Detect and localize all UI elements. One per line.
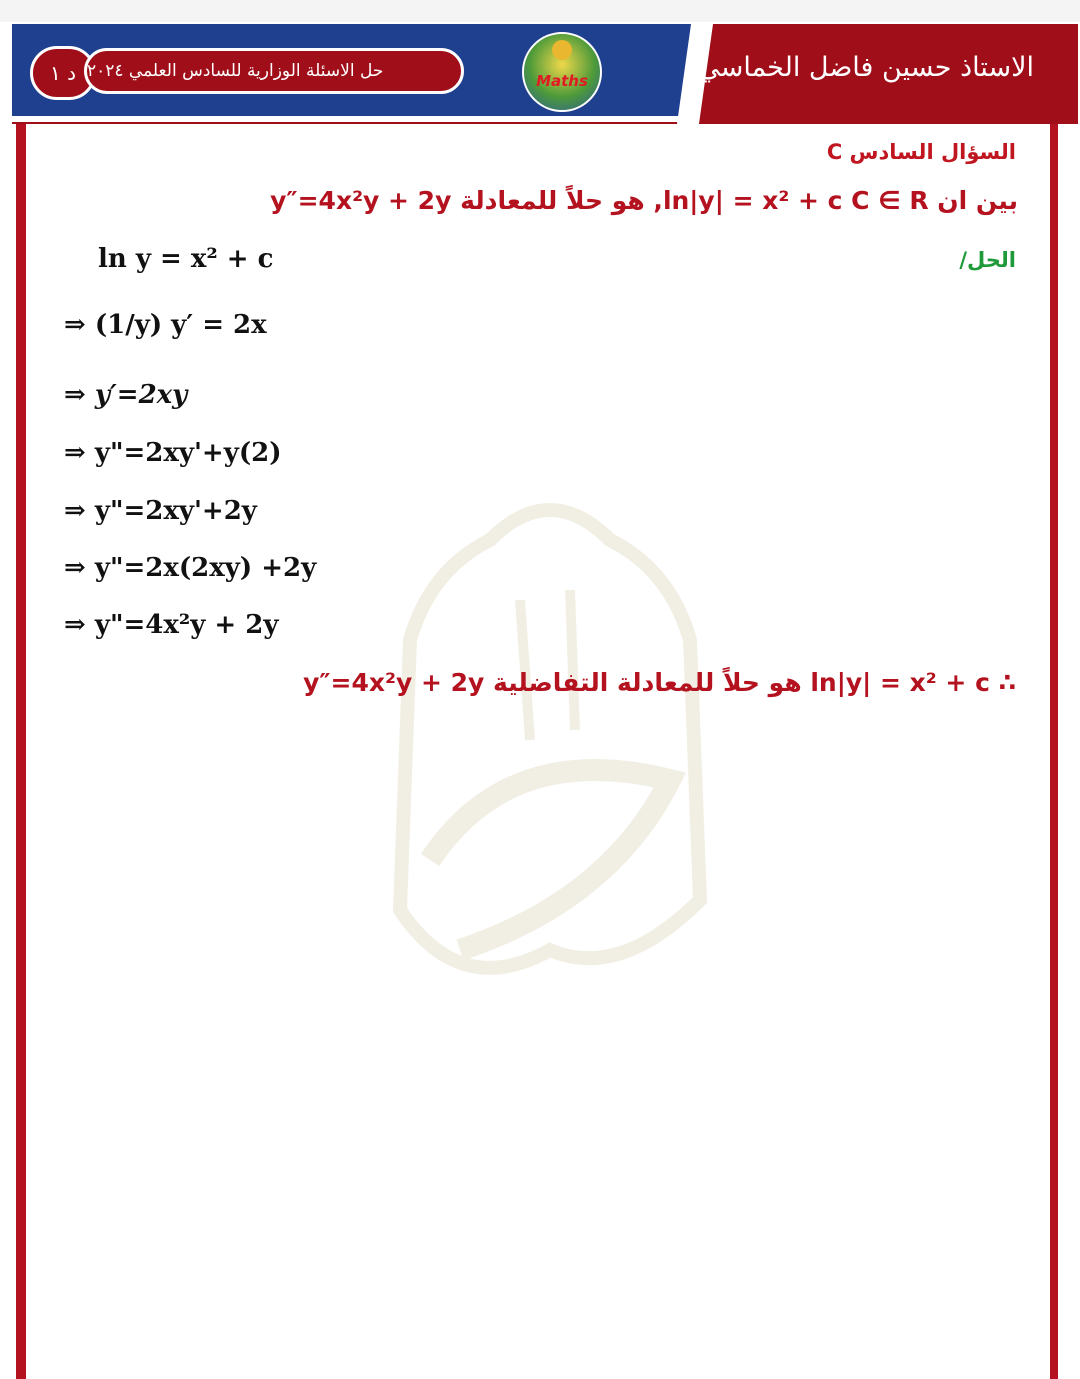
solution-step-3: ⇒ y′=2xy: [64, 380, 188, 410]
page-header: [12, 24, 1078, 124]
page-number-badge: د ١: [30, 46, 96, 100]
owl-icon: [552, 40, 572, 60]
solution-step-1: ln y = x² + c: [98, 244, 274, 274]
question-title: السؤال السادس C: [826, 140, 1016, 164]
frame-right-border: [1050, 124, 1058, 1379]
solution-label: الحل/: [959, 248, 1016, 272]
calligraphy-watermark: [370, 480, 730, 1040]
conclusion: ∴ ln|y| = x² + c هو حلاً للمعادلة التفاضلية y″=4x²y + 2y: [303, 668, 1016, 697]
frame-left-border: [16, 124, 26, 1379]
teacher-name: الاستاذ حسين فاضل الخماسي: [698, 52, 1034, 83]
solution-step-4: ⇒ y"=2xy'+y(2): [64, 438, 282, 468]
solution-step-5: ⇒ y"=2xy'+2y: [64, 496, 257, 526]
solution-step-7: ⇒ y"=4x²y + 2y: [64, 610, 279, 640]
subject-title: حل الاسئلة الوزارية للسادس العلمي ٢٠٢٤: [84, 48, 464, 94]
solution-step-2: ⇒ (1/y) y′ = 2x: [64, 310, 267, 340]
logo-text: Maths: [536, 72, 588, 90]
question-statement: بين ان ln|y| = x² + c C ∈ R, هو حلاً للمعادلة y″=4x²y + 2y: [270, 186, 1018, 215]
solution-step-6: ⇒ y"=2x(2xy) +2y: [64, 553, 317, 583]
top-bar: [0, 0, 1080, 22]
maths-logo: [522, 32, 602, 112]
